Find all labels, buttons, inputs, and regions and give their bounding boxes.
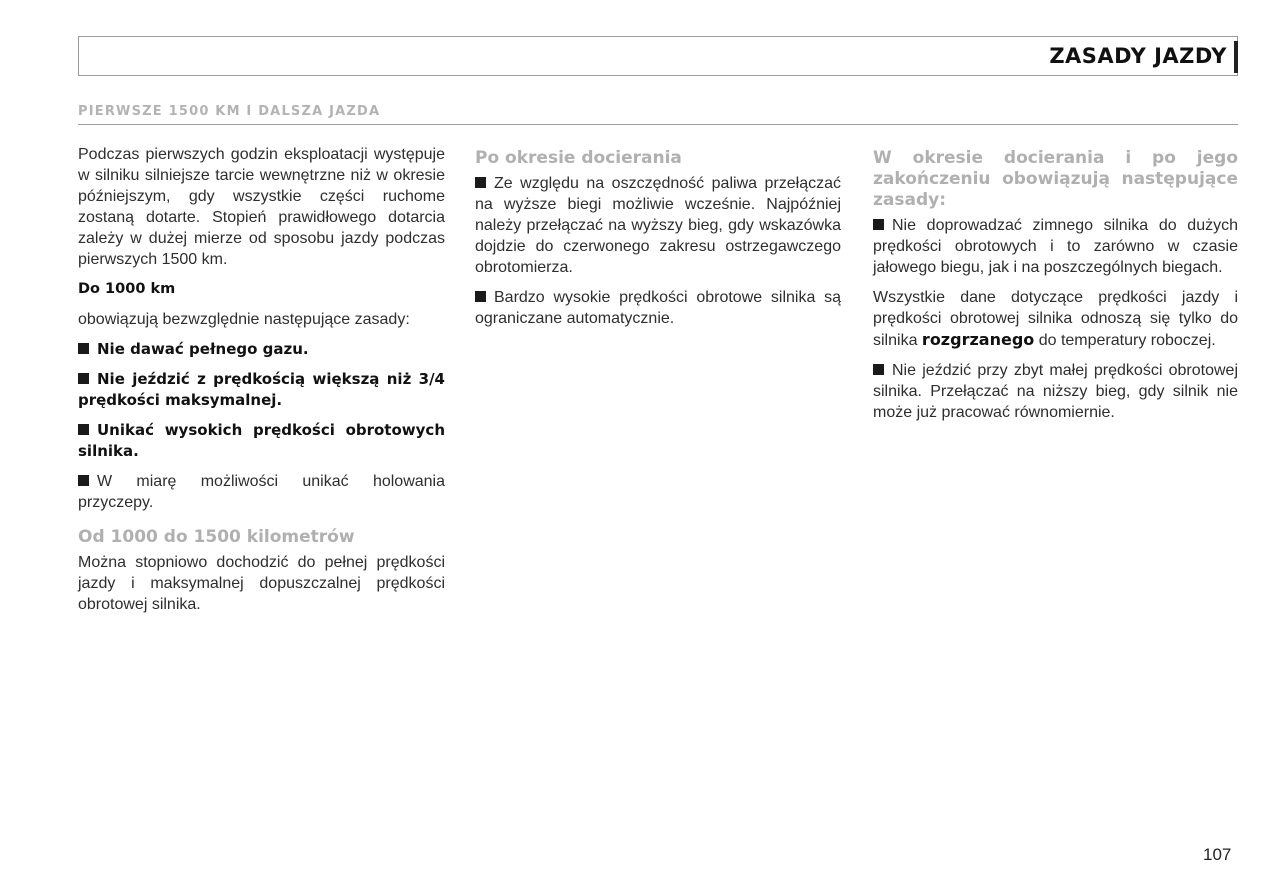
paragraph-text: Wszystkie dane dotyczące prędkości jazdy i prędkości obrotowej silnika odnoszą się tylko do silnika [873,289,1238,349]
subheading-during-after-break-in: W okresie docierania i po jego zakończeniu obowiązują następujące zasady: [873,148,1238,210]
bullet-text: Bardzo wysokie prędkości obrotowe silnika są ograniczane automatycznie. [475,289,841,327]
header-box [78,36,1238,76]
warm-engine-paragraph [873,287,1238,351]
rule-item [78,471,445,513]
bullet-text: Nie doprowadzać zimnego silnika do dużych prędkości obrotowych i to zarówno w czasie jałowego biegu, jak i na poszczególnych biegach. [873,217,1238,276]
bullet-square-icon [78,373,89,384]
column-2 [475,148,841,338]
page-title: ZASADY JAZDY [1049,44,1227,68]
bullet-text: Ze względu na oszczędność paliwa przełączać na wyższe biegi możliwie wcześnie. Najpóźniej należy przełączać na wyższy bieg, gdy wskazówka dojdzie do czerwonego zakresu ostrzegawczego obrotomierza. [475,175,841,276]
subheading-after-break-in: Po okresie docierania [475,148,682,168]
column-3 [873,148,1238,432]
section-divider [78,124,1238,125]
column-1 [78,144,445,624]
rule-text: W miarę możliwości unikać holowania przyczepy. [78,473,445,511]
bullet-text: Nie jeździć przy zbyt małej prędkości obrotowej silnika. Przełączać na niższy bieg, gdy silnik nie może już pracować równomiernie. [873,362,1238,421]
label-1000km: Do 1000 km [78,281,176,297]
bullet-item [873,215,1238,278]
paragraph-text: do temperatury roboczej. [1038,332,1216,349]
bullet-square-icon [873,364,884,375]
rule-item [78,420,445,462]
bullet-item [873,360,1238,423]
rule-text: Nie jeździć z prędkością większą niż 3/4 prędkości maksymalnej. [78,370,445,409]
bullet-square-icon [873,219,884,230]
rule-text: Nie dawać pełnego gazu. [97,340,309,358]
bullet-square-icon [475,177,486,188]
rule-item [78,369,445,411]
paragraph-1000-1500: Można stopniowo dochodzić do pełnej prędkości jazdy i maksymalnej dopuszczalnej prędkości obrotowej silnika. [78,554,445,613]
subheading-1000-1500: Od 1000 do 1500 kilometrów [78,527,355,547]
bullet-item [475,173,841,278]
bullet-item [475,287,841,329]
bullet-square-icon [475,291,486,302]
bullet-square-icon [78,343,89,354]
intro-paragraph: Podczas pierwszych godzin eksploatacji występuje w silniku silniejsze tarcie wewnętrzne niż w okresie późniejszym, gdy wszystkie części ruchome zostaną dotarte. Stopień prawidłowego dotarcia zależy w dużej mierze od sposobu jazdy podczas pierwszych 1500 km. [78,146,445,268]
section-heading: PIERWSZE 1500 KM I DALSZA JAZDA [78,104,381,119]
bullet-square-icon [78,424,89,435]
emphasis-text: rozgrzanego [921,330,1035,349]
header-edge-mark [1234,41,1238,73]
bullet-square-icon [78,475,89,486]
rule-item [78,339,445,360]
rule-text: Unikać wysokich prędkości obrotowych silnika. [78,421,445,460]
page-number: 107 [1203,845,1232,864]
rules-intro: obowiązują bezwzględnie następujące zasady: [78,311,410,328]
